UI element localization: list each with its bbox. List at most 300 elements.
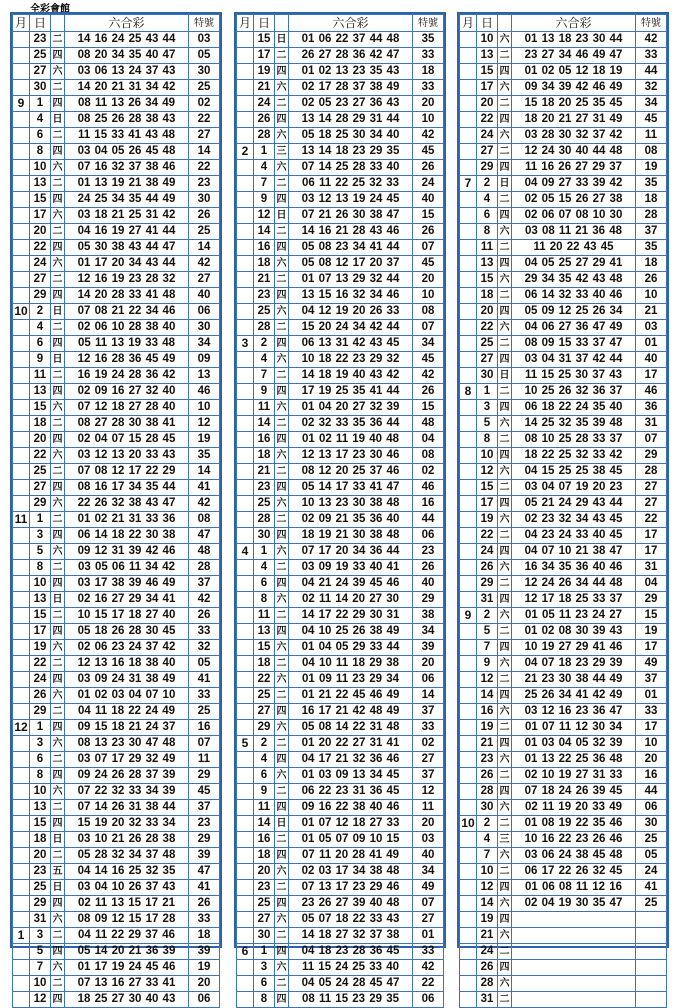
table-row <box>460 32 667 48</box>
month-cell <box>13 624 30 640</box>
table-row <box>13 32 220 48</box>
weekday-cell: 二 <box>51 608 65 624</box>
special-cell: 40 <box>413 576 444 592</box>
weekday-cell: 二 <box>498 288 512 304</box>
numbers-cell: 18 20 21 27 31 49 <box>512 112 636 128</box>
special-cell: 33 <box>636 704 667 720</box>
month-cell <box>460 848 477 864</box>
month-cell <box>13 576 30 592</box>
numbers-cell: 03 04 10 26 37 43 <box>65 880 189 896</box>
weekday-cell: 六 <box>498 416 512 432</box>
weekday-cell: 二 <box>498 528 512 544</box>
numbers-cell: 04 21 24 39 45 46 <box>289 576 413 592</box>
table-row <box>13 880 220 896</box>
draw-table <box>236 14 444 1008</box>
weekday-cell: 四 <box>498 784 512 800</box>
numbers-cell: 26 27 28 36 42 47 <box>289 48 413 64</box>
table-row <box>237 768 444 784</box>
month-cell <box>460 864 477 880</box>
month-cell <box>460 32 477 48</box>
month-cell: 7 <box>460 176 477 192</box>
table-row <box>460 640 667 656</box>
weekday-header <box>498 15 512 32</box>
day-cell: 20 <box>254 864 275 880</box>
numbers-cell: 13 14 28 29 31 44 <box>289 112 413 128</box>
special-cell: 39 <box>413 640 444 656</box>
day-cell: 28 <box>477 976 498 992</box>
weekday-cell: 二 <box>51 560 65 576</box>
day-cell: 5 <box>30 544 51 560</box>
numbers-cell: 14 20 28 33 41 48 <box>65 288 189 304</box>
month-cell <box>13 768 30 784</box>
month-cell <box>237 448 254 464</box>
draw-table <box>459 14 667 1008</box>
special-cell: 08 <box>413 304 444 320</box>
table-row <box>13 512 220 528</box>
day-cell: 4 <box>254 160 275 176</box>
numbers-cell: 04 14 16 25 32 35 <box>65 864 189 880</box>
table-row <box>13 176 220 192</box>
month-cell <box>460 992 477 1008</box>
weekday-cell: 日 <box>51 832 65 848</box>
numbers-cell: 07 16 32 37 38 46 <box>65 160 189 176</box>
special-cell: 07 <box>413 240 444 256</box>
special-cell: 05 <box>189 48 220 64</box>
day-cell: 17 <box>30 208 51 224</box>
month-cell <box>460 800 477 816</box>
weekday-cell: 四 <box>498 304 512 320</box>
numbers-cell <box>512 992 636 1008</box>
table-row <box>460 848 667 864</box>
day-cell: 6 <box>477 208 498 224</box>
special-cell: 16 <box>413 496 444 512</box>
special-cell: 14 <box>189 464 220 480</box>
day-cell: 10 <box>30 976 51 992</box>
month-cell <box>460 512 477 528</box>
numbers-cell: 07 21 26 30 38 47 <box>289 208 413 224</box>
special-cell: 32 <box>189 640 220 656</box>
month-cell <box>237 976 254 992</box>
numbers-cell: 04 18 23 28 36 45 <box>289 944 413 960</box>
table-row <box>13 592 220 608</box>
month-cell <box>13 128 30 144</box>
table-row <box>13 256 220 272</box>
day-cell: 27 <box>30 480 51 496</box>
month-cell <box>237 80 254 96</box>
table-row <box>460 688 667 704</box>
table-row <box>237 256 444 272</box>
month-cell <box>13 208 30 224</box>
weekday-cell: 日 <box>275 816 289 832</box>
special-cell: 31 <box>636 560 667 576</box>
weekday-cell: 二 <box>51 848 65 864</box>
weekday-cell: 二 <box>51 976 65 992</box>
month-cell <box>13 592 30 608</box>
special-cell: 16 <box>189 720 220 736</box>
day-cell: 21 <box>477 928 498 944</box>
special-cell: 42 <box>413 368 444 384</box>
month-cell <box>13 48 30 64</box>
day-cell: 14 <box>477 688 498 704</box>
numbers-cell: 06 17 22 26 32 45 <box>512 864 636 880</box>
numbers-cell: 08 12 20 25 37 46 <box>289 464 413 480</box>
special-cell: 26 <box>189 608 220 624</box>
month-cell <box>237 880 254 896</box>
table-row <box>460 720 667 736</box>
day-cell: 29 <box>30 896 51 912</box>
weekday-cell: 四 <box>51 992 65 1008</box>
weekday-cell: 六 <box>51 960 65 976</box>
weekday-cell: 四 <box>498 400 512 416</box>
day-cell: 3 <box>30 528 51 544</box>
weekday-cell: 二 <box>498 864 512 880</box>
month-cell <box>460 784 477 800</box>
day-cell: 15 <box>30 816 51 832</box>
table-row <box>237 672 444 688</box>
special-cell: 04 <box>636 576 667 592</box>
day-cell: 8 <box>254 992 275 1008</box>
month-cell <box>13 64 30 80</box>
month-cell <box>13 832 30 848</box>
day-cell: 30 <box>477 368 498 384</box>
numbers-cell: 06 11 22 25 32 33 <box>289 176 413 192</box>
numbers-cell: 05 30 38 43 44 47 <box>65 240 189 256</box>
numbers-cell: 08 11 15 23 29 35 <box>289 992 413 1008</box>
weekday-cell: 二 <box>275 784 289 800</box>
special-cell: 29 <box>636 592 667 608</box>
day-cell: 6 <box>30 752 51 768</box>
month-cell: 2 <box>237 144 254 160</box>
numbers-cell: 11 20 22 43 45 <box>512 240 636 256</box>
day-cell: 10 <box>477 864 498 880</box>
numbers-cell: 14 18 27 32 37 38 <box>289 928 413 944</box>
numbers-cell: 01 13 22 25 36 48 <box>512 752 636 768</box>
table-row <box>460 624 667 640</box>
special-cell: 06 <box>413 528 444 544</box>
table-row <box>13 96 220 112</box>
day-cell: 15 <box>30 608 51 624</box>
day-cell: 28 <box>254 320 275 336</box>
special-cell: 46 <box>189 384 220 400</box>
month-cell <box>237 128 254 144</box>
special-cell: 27 <box>413 752 444 768</box>
special-cell: 19 <box>636 624 667 640</box>
numbers-cell: 14 25 32 35 39 48 <box>512 416 636 432</box>
table-row <box>460 112 667 128</box>
day-cell: 4 <box>477 832 498 848</box>
weekday-cell: 二 <box>498 48 512 64</box>
day-cell: 4 <box>30 320 51 336</box>
special-cell: 34 <box>413 624 444 640</box>
weekday-cell: 六 <box>51 64 65 80</box>
special-cell: 15 <box>413 208 444 224</box>
weekday-cell: 四 <box>51 528 65 544</box>
weekday-cell: 四 <box>51 96 65 112</box>
day-cell: 2 <box>477 816 498 832</box>
weekday-cell: 六 <box>275 720 289 736</box>
month-cell <box>13 736 30 752</box>
day-cell: 5 <box>477 624 498 640</box>
day-cell: 12 <box>477 880 498 896</box>
weekday-cell: 六 <box>275 592 289 608</box>
special-cell: 18 <box>189 928 220 944</box>
special-cell: 12 <box>189 416 220 432</box>
month-cell <box>237 816 254 832</box>
special-cell: 35 <box>636 240 667 256</box>
weekday-cell: 四 <box>51 288 65 304</box>
day-cell: 2 <box>254 336 275 352</box>
day-cell: 14 <box>254 416 275 432</box>
weekday-cell: 四 <box>51 192 65 208</box>
day-cell: 15 <box>254 640 275 656</box>
numbers-cell: 01 02 11 19 40 48 <box>289 432 413 448</box>
special-cell: 01 <box>636 688 667 704</box>
day-cell: 22 <box>477 320 498 336</box>
day-cell: 26 <box>477 960 498 976</box>
month-cell <box>460 272 477 288</box>
table-row <box>460 160 667 176</box>
numbers-cell: 06 22 23 31 36 45 <box>289 784 413 800</box>
weekday-cell: 六 <box>51 256 65 272</box>
special-cell: 47 <box>189 528 220 544</box>
weekday-cell: 六 <box>498 976 512 992</box>
numbers-cell: 12 13 16 18 38 40 <box>65 656 189 672</box>
special-cell: 21 <box>636 304 667 320</box>
table-header-row <box>460 15 667 32</box>
month-cell <box>13 560 30 576</box>
special-cell: 45 <box>413 352 444 368</box>
special-cell: 26 <box>413 160 444 176</box>
weekday-cell: 二 <box>275 272 289 288</box>
month-cell <box>237 400 254 416</box>
month-cell <box>13 352 30 368</box>
weekday-cell: 六 <box>51 496 65 512</box>
month-cell: 9 <box>13 96 30 112</box>
numbers-cell: 02 05 15 26 27 38 <box>512 192 636 208</box>
weekday-cell: 日 <box>275 208 289 224</box>
table-row <box>237 816 444 832</box>
special-cell: 10 <box>636 736 667 752</box>
table-row <box>13 192 220 208</box>
weekday-cell: 四 <box>498 208 512 224</box>
month-cell <box>460 112 477 128</box>
day-cell: 27 <box>254 912 275 928</box>
month-cell <box>460 256 477 272</box>
month-cell: 9 <box>460 608 477 624</box>
table-row <box>13 80 220 96</box>
month-cell <box>237 640 254 656</box>
weekday-cell: 四 <box>51 944 65 960</box>
day-cell: 13 <box>477 48 498 64</box>
table-row <box>237 80 444 96</box>
special-cell: 14 <box>189 144 220 160</box>
month-cell <box>237 176 254 192</box>
month-cell <box>460 576 477 592</box>
numbers-cell: 04 10 11 18 29 38 <box>289 656 413 672</box>
weekday-cell: 六 <box>51 640 65 656</box>
table-row <box>460 416 667 432</box>
month-cell <box>460 224 477 240</box>
special-cell: 31 <box>636 416 667 432</box>
day-cell: 4 <box>477 192 498 208</box>
table-row <box>460 560 667 576</box>
numbers-cell: 01 04 05 29 33 44 <box>289 640 413 656</box>
numbers-cell: 11 15 25 30 37 43 <box>512 368 636 384</box>
month-cell <box>13 240 30 256</box>
table-row <box>460 608 667 624</box>
table-row <box>13 864 220 880</box>
month-cell <box>460 768 477 784</box>
numbers-cell: 14 16 21 28 43 46 <box>289 224 413 240</box>
special-cell: 40 <box>413 192 444 208</box>
special-cell: 17 <box>636 368 667 384</box>
weekday-cell: 二 <box>275 688 289 704</box>
day-cell: 15 <box>477 480 498 496</box>
weekday-cell: 六 <box>51 912 65 928</box>
day-cell: 25 <box>477 336 498 352</box>
numbers-cell: 01 13 19 21 38 49 <box>65 176 189 192</box>
special-cell: 30 <box>189 320 220 336</box>
month-cell <box>13 32 30 48</box>
numbers-cell: 01 13 18 23 30 44 <box>512 32 636 48</box>
numbers-cell: 07 12 18 27 28 40 <box>65 400 189 416</box>
day-cell: 20 <box>477 96 498 112</box>
numbers-cell: 06 14 18 22 30 38 <box>65 528 189 544</box>
numbers-cell: 08 16 17 34 35 44 <box>65 480 189 496</box>
day-cell: 28 <box>477 784 498 800</box>
month-cell <box>237 224 254 240</box>
day-cell: 18 <box>254 448 275 464</box>
month-cell <box>237 960 254 976</box>
table-row <box>13 400 220 416</box>
weekday-cell: 四 <box>51 384 65 400</box>
special-cell <box>636 960 667 976</box>
table-row <box>13 896 220 912</box>
day-cell: 6 <box>254 576 275 592</box>
weekday-cell: 四 <box>51 720 65 736</box>
month-cell <box>460 560 477 576</box>
weekday-cell: 六 <box>498 80 512 96</box>
special-cell: 14 <box>189 240 220 256</box>
weekday-cell: 六 <box>275 496 289 512</box>
table-row <box>13 576 220 592</box>
month-cell <box>13 224 30 240</box>
numbers-cell: 01 02 13 23 35 43 <box>289 64 413 80</box>
day-cell: 2 <box>477 176 498 192</box>
weekday-cell: 二 <box>275 880 289 896</box>
special-cell: 45 <box>189 784 220 800</box>
special-cell: 37 <box>636 672 667 688</box>
weekday-cell: 二 <box>275 48 289 64</box>
table-row <box>13 688 220 704</box>
month-cell <box>237 240 254 256</box>
day-cell: 16 <box>254 832 275 848</box>
weekday-cell: 四 <box>51 768 65 784</box>
table-row <box>237 640 444 656</box>
month-cell <box>237 752 254 768</box>
special-cell: 41 <box>636 880 667 896</box>
numbers-cell: 03 04 05 26 45 48 <box>65 144 189 160</box>
numbers-cell: 10 19 27 29 41 46 <box>512 640 636 656</box>
table-row <box>460 912 667 928</box>
table-row <box>237 336 444 352</box>
weekday-cell: 四 <box>498 912 512 928</box>
table-row <box>13 640 220 656</box>
weekday-cell: 六 <box>51 208 65 224</box>
special-cell: 42 <box>189 496 220 512</box>
special-cell: 01 <box>413 928 444 944</box>
weekday-cell: 四 <box>275 192 289 208</box>
day-cell: 6 <box>30 336 51 352</box>
table-row <box>237 64 444 80</box>
table-row <box>460 704 667 720</box>
month-cell <box>460 240 477 256</box>
month-cell <box>460 448 477 464</box>
weekday-cell: 六 <box>275 80 289 96</box>
special-cell <box>636 976 667 992</box>
special-cell: 32 <box>636 80 667 96</box>
special-cell: 33 <box>189 912 220 928</box>
month-cell <box>237 864 254 880</box>
day-cell: 24 <box>477 544 498 560</box>
table-row <box>13 288 220 304</box>
numbers-cell: 02 09 16 27 32 40 <box>65 384 189 400</box>
numbers-cell: 04 11 22 29 37 46 <box>65 928 189 944</box>
month-cell: 1 <box>13 928 30 944</box>
table-row <box>13 928 220 944</box>
weekday-cell: 四 <box>275 480 289 496</box>
weekday-cell: 二 <box>51 704 65 720</box>
month-cell <box>13 288 30 304</box>
month-header: 月 <box>237 15 254 32</box>
numbers-cell: 09 15 18 21 24 37 <box>65 720 189 736</box>
table-row <box>460 752 667 768</box>
weekday-cell: 二 <box>498 576 512 592</box>
special-cell: 39 <box>189 944 220 960</box>
month-cell <box>460 544 477 560</box>
special-cell: 33 <box>413 80 444 96</box>
special-cell: 24 <box>636 864 667 880</box>
weekday-cell: 四 <box>275 384 289 400</box>
weekday-cell: 四 <box>275 240 289 256</box>
table-row <box>460 656 667 672</box>
weekday-cell: 六 <box>275 128 289 144</box>
numbers-cell: 11 16 26 27 29 37 <box>512 160 636 176</box>
special-cell: 01 <box>636 336 667 352</box>
numbers-cell: 04 07 18 23 29 39 <box>512 656 636 672</box>
special-cell: 02 <box>413 736 444 752</box>
day-cell: 15 <box>30 400 51 416</box>
day-cell: 27 <box>477 352 498 368</box>
month-cell <box>13 464 30 480</box>
month-cell: 10 <box>14 304 28 318</box>
weekday-cell: 六 <box>51 160 65 176</box>
weekday-cell: 四 <box>498 736 512 752</box>
month-cell <box>460 640 477 656</box>
special-cell: 26 <box>413 560 444 576</box>
numbers-cell: 03 12 16 23 36 47 <box>512 704 636 720</box>
month-cell <box>13 656 30 672</box>
day-cell: 30 <box>254 928 275 944</box>
table-row <box>460 336 667 352</box>
month-cell <box>237 832 254 848</box>
table-row <box>13 352 220 368</box>
day-cell: 20 <box>30 432 51 448</box>
special-cell: 49 <box>413 880 444 896</box>
month-cell <box>460 672 477 688</box>
day-cell: 29 <box>254 720 275 736</box>
table-row <box>460 432 667 448</box>
